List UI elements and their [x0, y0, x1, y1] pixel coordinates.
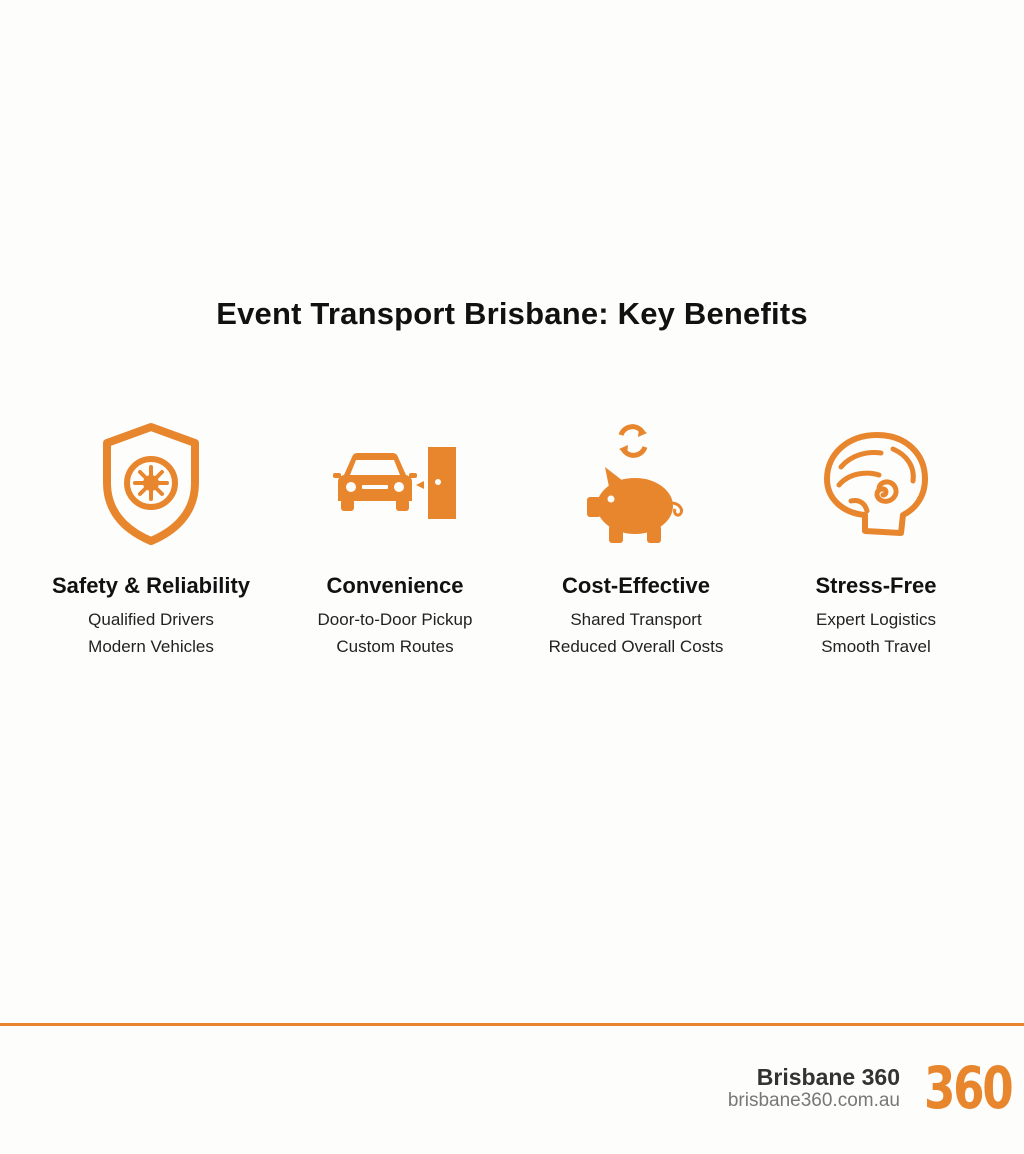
brain-icon — [754, 418, 998, 548]
benefit-line: Smooth Travel — [821, 637, 931, 656]
car-door-icon — [273, 418, 517, 548]
benefit-cost — [514, 418, 758, 660]
benefit-line: Door-to-Door Pickup — [317, 610, 473, 629]
page-title: Event Transport Brisbane: Key Benefits — [216, 296, 808, 331]
brand-logo: 360 — [924, 1054, 1012, 1122]
piggy-bank-icon — [514, 418, 758, 548]
benefit-convenience — [273, 418, 517, 660]
benefit-heading: Cost-Effective — [562, 573, 710, 598]
benefit-line: Modern Vehicles — [88, 637, 214, 656]
benefit-stress-free — [754, 418, 998, 660]
benefit-heading: Stress-Free — [815, 573, 937, 598]
brand-name: Brisbane 360 — [756, 1064, 900, 1090]
brand-url[interactable]: brisbane360.com.au — [727, 1090, 900, 1111]
footer-divider — [0, 1023, 1024, 1026]
benefit-line: Reduced Overall Costs — [548, 637, 724, 656]
shield-icon — [29, 418, 273, 548]
benefit-heading: Safety & Reliability — [51, 573, 251, 598]
benefit-line: Qualified Drivers — [88, 610, 214, 629]
benefit-line: Shared Transport — [570, 610, 702, 629]
benefit-heading: Convenience — [326, 573, 464, 598]
benefit-line: Custom Routes — [336, 637, 454, 656]
benefit-line: Expert Logistics — [816, 610, 936, 629]
benefit-safety — [29, 418, 273, 660]
